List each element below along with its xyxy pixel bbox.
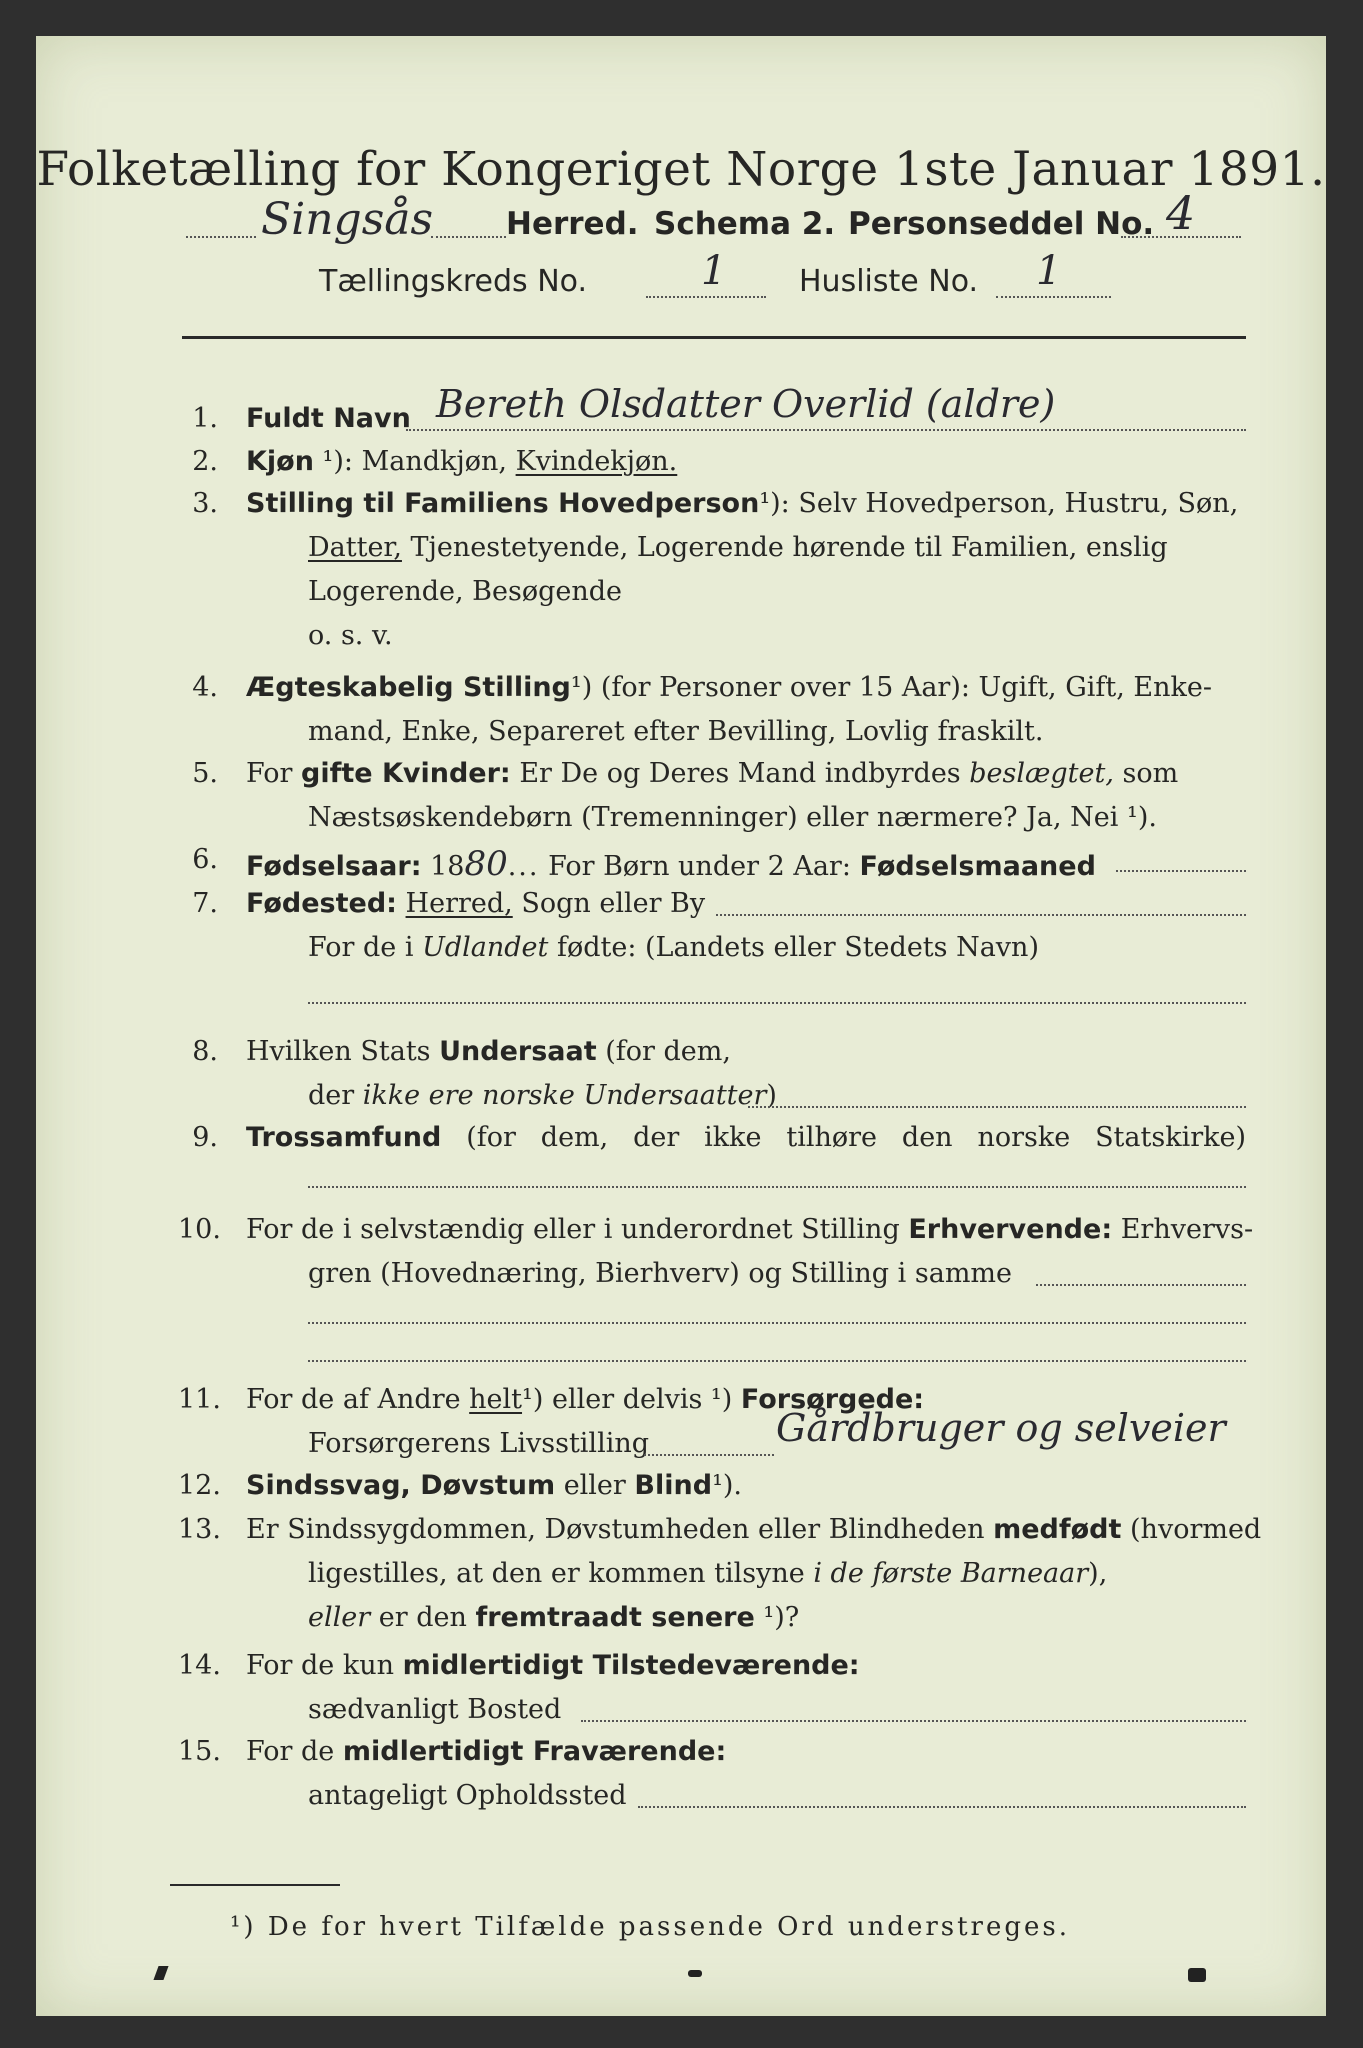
q7-udlandet: Udlandet [422,932,549,963]
q8-text1a: Hvilken Stats [246,1036,431,1067]
q13-text3a: er den [378,1602,467,1633]
form-title: Folketælling for Kongeriget Norge 1ste Januar 1891. [36,142,1326,197]
q5-line1 [246,758,1178,789]
q15-dotted-line [638,1806,1246,1808]
q8-text1b: (for dem, [605,1036,731,1067]
q5-beslaegtet: beslægtet, [969,758,1114,789]
herred-dotted-line-2 [431,236,506,238]
q5-text2: Næstsøskendebørn (Tremenninger) eller nærmere? Ja, Nei ¹). [308,802,1157,833]
q3-label: Stilling til Familiens Hovedperson [246,488,760,519]
item-number-15: 15. [178,1736,221,1767]
item-number-6: 6. [192,844,218,875]
q5-text1b: som [1122,758,1179,789]
q11-dotted-line [644,1454,774,1456]
herred-value: Singsås [261,194,434,245]
kreds-value: 1 [701,248,727,294]
q6-year-value: 80 [464,844,508,884]
q7-text2b: fødte: (Landets eller Stedets Navn) [556,932,1039,963]
q10-line1 [246,1214,1253,1245]
q12-label: Sindssvag, Døvstum [246,1470,556,1501]
q1-dotted-line [406,429,1246,431]
personseddel-label: Personseddel No. [848,206,1155,242]
husliste-value: 1 [1036,248,1062,294]
q14-text2: sædvanligt Bosted [308,1694,562,1725]
q12-sup: ¹). [712,1470,743,1501]
q9-line [246,1122,1246,1153]
q3-text2: Tjenestetyende, Logerende hørende til Familien, enslig [410,532,1168,563]
personseddel-value: 4 [1166,186,1196,240]
q14-dotted-line [581,1720,1246,1722]
q10-label: Erhvervende: [908,1214,1113,1245]
q6-dotted-line [1116,870,1246,872]
q12-text: eller [563,1470,626,1501]
ink-mark-right [1188,1968,1206,1982]
q12-label2: Blind [634,1470,713,1501]
q4-text2: mand, Enke, Separeret efter Bevilling, Lovlig fraskilt. [308,716,1044,747]
q15-text2: antageligt Opholdssted [308,1780,627,1811]
husliste-dotted-line [996,296,1111,298]
item-number-10: 10. [178,1214,221,1245]
q13-eller: eller [308,1602,371,1633]
q6-prefix: 18 [430,851,465,882]
q10-text1a: For de i selvstændig eller i underordnet Stilling [246,1214,900,1245]
q8-line2 [308,1080,777,1111]
q4-line1 [246,672,1212,703]
personseddel-dotted-line [1121,236,1241,238]
q11-text1a: For de af Andre [246,1384,461,1415]
item-number-14: 14. [178,1650,221,1681]
q7-line2 [308,932,1039,963]
q11-label: Forsørgede: [740,1384,925,1415]
q13-line3 [308,1602,799,1633]
q13-label2: fremtraadt senere [475,1602,755,1633]
q3-line2 [308,532,1168,563]
item-number-5: 5. [192,758,218,789]
item-number-13: 13. [178,1514,221,1545]
q10-text1b: Erhvervs- [1120,1214,1254,1245]
q8-text2b: ) [766,1080,777,1111]
q3-text1: ¹): Selv Hovedperson, Hustru, Søn, [759,488,1239,519]
q14-text1: For de kun [246,1650,394,1681]
q4-label: Ægteskabelig Stilling [246,672,571,703]
q4-text1: ¹) (for Personer over 15 Aar): Ugift, Gift, Enke- [570,672,1212,703]
q6-line: Fødselsaar: 1880... For Børn under 2 Aar: Fødselsmaaned [246,844,1096,884]
q11-text1b: ¹) eller delvis ¹) [522,1384,733,1415]
husliste-label: Husliste No. [799,264,979,299]
q11-provider-value: Gårdbruger og selveier [776,1406,1226,1450]
footnote: ¹) De for hvert Tilfælde passende Ord understreges. [230,1912,1071,1942]
q8-label: Undersaat [439,1036,597,1067]
q1-label: Fuldt Navn [246,403,411,434]
q8-line1 [246,1036,731,1067]
q14-line1 [246,1650,860,1681]
q3-text4: o. s. v. [308,620,393,651]
herred-dotted-line [186,236,256,238]
q13-text1b: (hvormed [1130,1514,1262,1545]
item-number-4: 4. [192,672,218,703]
q8-italic: ikke ere norske Undersaatter [362,1080,767,1111]
q5-pre: For [246,758,293,789]
q7-herred-underlined: Herred, [405,888,513,919]
item-number-8: 8. [192,1036,218,1067]
q8-dotted-line [748,1106,1246,1108]
herred-label: Herred. [506,206,639,242]
q7-text2a: For de i [308,932,414,963]
q12-line [246,1470,742,1501]
q2-opt2-underlined: Kvindekjøn. [515,446,678,477]
q7-text1: Sogn eller By [521,888,706,919]
q15-line1 [246,1736,726,1767]
q13-text1a: Er Sindssygdommen, Døvstumheden eller Blindheden [246,1514,985,1545]
item-number-11: 11. [178,1384,221,1415]
item-number-1: 1. [192,403,218,434]
q7-label: Fødested: [246,888,397,919]
q6-text: For Børn under 2 Aar: [548,851,851,882]
item-number-3: 3. [192,488,218,519]
q2-opt1: Mandkjøn, [361,446,507,477]
q3-text3: Logerende, Besøgende [308,576,622,607]
q5-text1a: Er De og Deres Mand indbyrdes [519,758,961,789]
q14-label: midlertidigt Tilstedeværende: [402,1650,860,1681]
q10-text2: gren (Hovednæring, Bierhverv) og Stilling i samme [308,1258,1013,1289]
q8-text2a: der [308,1080,355,1111]
q11-text2: Forsørgerens Livsstilling [308,1428,650,1459]
q13-label: medfødt [993,1514,1122,1545]
q9-text: (for dem, der ikke tilhøre den norske Statskirke) [466,1122,1246,1153]
ink-mark-center [688,1970,702,1977]
q13-italic: i de første Barneaar [813,1558,1089,1589]
q3-line1 [246,488,1238,519]
item-number-7: 7. [192,888,218,919]
q3-datter-underlined: Datter, [308,532,402,563]
q13-text2b: ), [1088,1558,1108,1589]
q15-text1: For de [246,1736,335,1767]
q10-answer-line-1 [308,1322,1246,1324]
q9-label: Trossamfund [246,1122,442,1153]
item-number-9: 9. [192,1122,218,1153]
item-number-2: 2. [192,446,218,477]
q2-line [246,446,677,477]
q7-line1 [246,888,705,919]
q6-label: Fødselsaar: [246,851,422,882]
q2-label: Kjøn [246,446,314,477]
q7-answer-line [308,1002,1246,1004]
q9-answer-line [308,1186,1246,1188]
footnote-rule [170,1884,340,1886]
q11-helt-underlined: helt [469,1384,523,1415]
header-rule [182,336,1246,339]
q13-text3b: ¹)? [763,1602,800,1633]
q13-line1 [246,1514,1261,1545]
q6-label2: Fødselsmaaned [859,851,1096,882]
q10-answer-line-2 [308,1360,1246,1362]
q1-name-value: Bereth Olsdatter Overlid (aldre) [436,382,1056,426]
item-number-12: 12. [178,1470,221,1501]
kreds-dotted-line [646,296,766,298]
q5-label: gifte Kvinder: [301,758,511,789]
q13-line2 [308,1558,1107,1589]
q10-dotted-line [1036,1284,1246,1286]
q2-sup: ¹): [322,446,354,477]
q7-dotted-line [716,914,1246,916]
ink-mark-left [153,1966,168,1980]
census-form-page [36,36,1326,2016]
q15-label: midlertidigt Fraværende: [342,1736,727,1767]
kreds-label: Tællingskreds No. [319,264,587,299]
schema-label: Schema 2. [654,206,836,242]
q13-text2a: ligestilles, at den er kommen tilsyne [308,1558,805,1589]
